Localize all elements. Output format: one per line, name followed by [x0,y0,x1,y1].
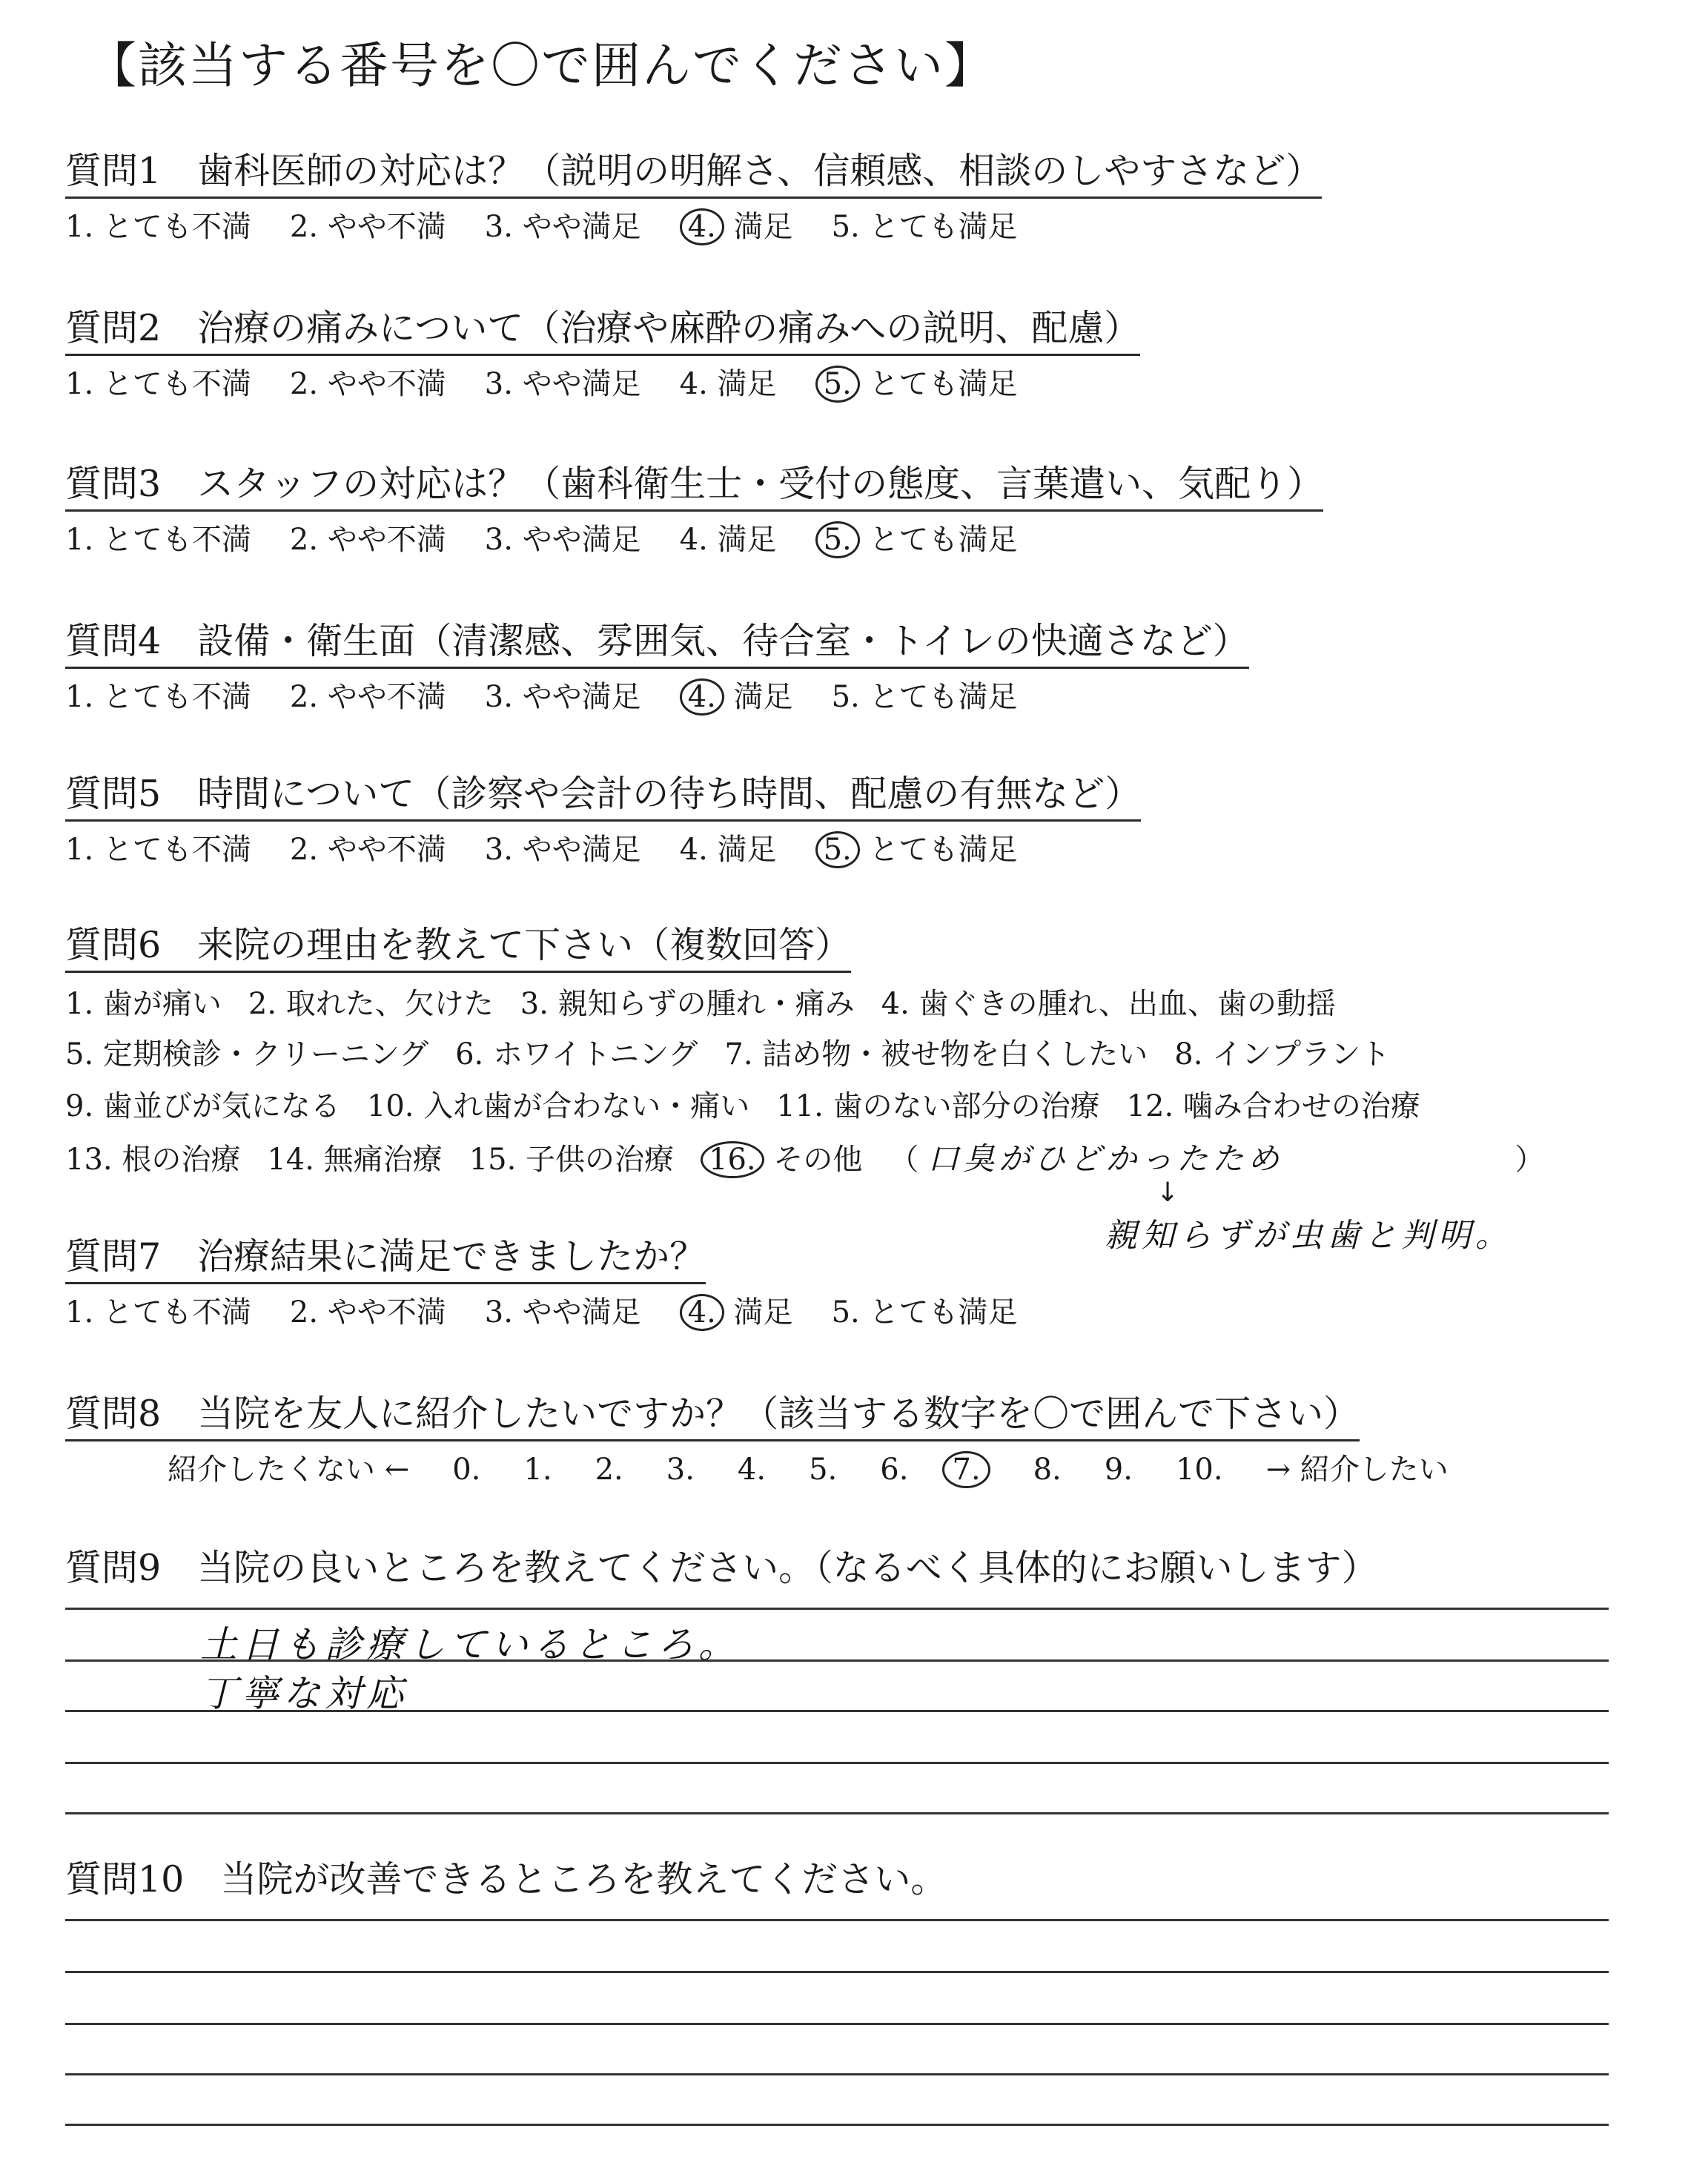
scale-value[interactable]: 2. [595,1453,623,1487]
option-number: 3. [484,833,513,867]
q9-handwritten-answer-1: 土日も診療しているところ。 [200,1623,740,1666]
option-label: 歯並びが気になる [93,1089,340,1123]
option-number: 3. [484,1295,513,1330]
scale-value[interactable]: 6. [880,1453,909,1487]
option-number: 11. [776,1089,824,1123]
option[interactable] [65,212,251,242]
option-number: 5. [831,680,860,714]
option[interactable] [1174,1037,1391,1071]
option-number: 2. [289,680,319,714]
option-label: とても満足 [859,1295,1018,1330]
page-title: 【該当する番号を〇で囲んでください】 [87,37,995,94]
option-label: やや不満 [318,1295,446,1330]
question-3-options [65,525,1056,555]
option[interactable] [485,682,641,712]
question-10-label: 質問10 当院が改善できるところを教えてください。 [65,1858,947,1900]
scale-value[interactable]: 3. [666,1453,695,1487]
option-number: 5. [815,521,860,558]
option-label: とても不満 [93,833,251,867]
option[interactable] [65,1145,240,1175]
option-label: とても満足 [859,367,1018,401]
q8-right-text: → 紹介したい [1265,1453,1449,1487]
option-label: やや満足 [512,680,641,714]
option-number: 1. [65,833,94,867]
option-selected[interactable] [680,682,793,712]
option[interactable] [290,835,446,865]
question-3-label: 質問3 スタッフの対応は？（歯科衛生士・受付の態度、言葉遣い、気配り） [65,466,1323,512]
question-2-options [65,369,1056,399]
option-number: 2. [289,367,319,401]
option-number: 2. [289,210,319,244]
option[interactable] [65,369,251,399]
option[interactable] [831,1295,1018,1330]
answer-line [65,1971,1609,1973]
question-5-options [65,835,1056,865]
handwritten-arrow: ↓ [1156,1178,1179,1208]
option-number: 1. [65,523,94,557]
option-number: 5. [831,210,860,244]
option-number: 9. [65,1089,94,1123]
other-open-paren: （ [889,1143,919,1177]
question-8-scale [168,1453,1449,1487]
option[interactable] [367,1091,749,1121]
option-number: 1. [65,367,94,401]
option-number: 5. [815,831,860,868]
option[interactable] [724,1037,1148,1071]
option-label: 満足 [707,367,777,401]
option-label: やや満足 [512,210,641,244]
option-label: とても不満 [93,1295,251,1330]
question-1-options [65,212,1056,242]
option-number: 3. [484,523,513,557]
question-6-label: 質問6 来院の理由を教えて下さい（複数回答） [65,927,851,973]
option-label: とても不満 [93,367,251,401]
option-label: 無痛治療 [314,1143,443,1177]
option-label: やや満足 [512,523,641,557]
scale-value[interactable]: 1. [523,1453,552,1487]
other-close-paren: ） [1515,1143,1545,1177]
scale-value-selected[interactable]: 7. [942,1451,990,1488]
question-6-row-2 [65,1037,1417,1071]
option-number: 4. [679,523,708,557]
option-number: 3. [484,680,513,714]
option-label: 歯ぐきの腫れ、出血、歯の動揺 [909,987,1336,1021]
option-label: 噛み合わせの治療 [1174,1089,1420,1123]
option-number: 15. [469,1143,517,1177]
question-8-label: 質問8 当院を友人に紹介したいですか？（該当する数字を〇で囲んで下さい） [65,1396,1360,1441]
option[interactable] [290,369,446,399]
scale-value[interactable]: 9. [1104,1453,1133,1487]
question-7-options [65,1295,1056,1330]
option-label: 満足 [707,523,777,557]
option[interactable] [680,369,777,399]
option-label: 定期検診・クリーニング [93,1037,429,1071]
answer-line [65,2073,1609,2075]
question-2-label: 質問2 治療の痛みについて（治療や麻酔の痛みへの説明、配慮） [65,310,1140,356]
question-5-label: 質問5 時間について（診察や会計の待ち時間、配慮の有無など） [65,776,1141,822]
answer-line [65,1762,1609,1764]
option[interactable] [520,989,855,1019]
option-number: 5. [831,1295,860,1330]
q8-left-text: 紹介したくない ← [168,1453,410,1487]
option-label: とても不満 [93,210,251,244]
answer-line [65,1659,1609,1662]
option-label: インプラント [1202,1037,1391,1071]
option-number: 2. [289,1295,319,1330]
scale-value[interactable]: 4. [737,1453,767,1487]
option[interactable] [485,369,641,399]
option-label: やや不満 [318,680,446,714]
option-label: とても満足 [859,680,1018,714]
option[interactable] [1127,1091,1420,1121]
option[interactable] [832,212,1018,242]
option-label: 根の治療 [112,1143,241,1177]
option[interactable] [290,212,446,242]
option-number: 14. [267,1143,314,1177]
option-label: とても満足 [859,210,1018,244]
option-label: とても不満 [93,680,251,714]
option-number: 4. [679,833,708,867]
option-number: 2. [289,833,319,867]
option[interactable] [65,1037,429,1071]
option-label: 満足 [724,1295,793,1330]
option-number: 4. [680,208,724,245]
option[interactable] [65,1295,251,1330]
option[interactable] [485,212,641,242]
answer-line [65,2023,1609,2025]
option-label: 満足 [724,210,793,244]
option-number: 4. [680,678,724,716]
scale-value[interactable]: 0. [452,1453,481,1487]
option-number: 3. [484,210,513,244]
option-label: ホワイトニング [483,1037,698,1071]
answer-line [65,1919,1609,1921]
answer-line [65,1608,1609,1610]
option-number: 4. [680,1294,724,1331]
question-4-label: 質問4 設備・衛生面（清潔感、雰囲気、待合室・トイレの快適さなど） [65,623,1249,669]
option-label: 歯のない部分の治療 [823,1089,1100,1123]
option-number: 3. [484,367,513,401]
option-label: とても不満 [93,523,251,557]
option[interactable] [832,682,1018,712]
scale-value[interactable]: 8. [1033,1453,1062,1487]
option-label: 満足 [724,680,793,714]
option[interactable] [248,989,494,1019]
option-label: その他 [764,1143,863,1177]
option-label: 歯が痛い [93,987,222,1021]
option-number: 4. [679,367,708,401]
question-9-label: 質問9 当院の良いところを教えてください。（なるべく具体的にお願いします） [65,1547,1378,1589]
option[interactable] [469,1145,674,1175]
option-number: 1. [65,210,94,244]
option-selected[interactable] [815,525,1018,555]
option[interactable] [290,682,446,712]
answer-line [65,2124,1609,2126]
option-selected[interactable] [680,212,793,242]
option-label: 子供の治療 [516,1143,675,1177]
option-label: 満足 [707,833,777,867]
question-6-row-1 [65,989,1363,1019]
option-number: 10. [366,1089,414,1123]
option-selected[interactable] [701,1145,862,1175]
option[interactable] [65,525,251,555]
option-label: やや満足 [512,1295,641,1330]
option-label: やや不満 [318,367,446,401]
option-label: やや満足 [512,833,641,867]
option-label: 取れた、欠けた [277,987,494,1021]
option-label: やや不満 [318,833,446,867]
option-number: 8. [1174,1037,1203,1071]
question-6-row-3 [65,1091,1447,1121]
option-label: とても満足 [859,833,1018,867]
option[interactable] [267,1145,442,1175]
q9-handwritten-answer-2: 丁寧な対応 [200,1672,408,1715]
option[interactable] [65,682,251,712]
option[interactable] [455,1037,698,1071]
option[interactable] [65,1091,340,1121]
option[interactable] [485,835,641,865]
option-selected[interactable] [680,1295,793,1330]
option-label: やや満足 [512,367,641,401]
option-number: 1. [65,680,94,714]
option-number: 3. [520,987,549,1021]
option-number: 2. [289,523,319,557]
option-number: 1. [65,1295,94,1330]
handwritten-other-detail: 親知らずが虫歯と判明。 [1105,1217,1512,1255]
option-number: 13. [65,1143,113,1177]
question-6-row-4 [65,1140,1545,1177]
option[interactable] [485,525,641,555]
option-number: 4. [881,987,910,1021]
option-number: 16. [701,1141,764,1178]
option[interactable] [65,835,251,865]
option-number: 1. [65,987,94,1021]
option[interactable] [680,835,777,865]
option-label: やや不満 [318,523,446,557]
scale-value[interactable]: 5. [809,1453,838,1487]
option-label: 詰め物・被せ物を白くしたい [752,1037,1148,1071]
option-number: 5. [815,366,860,403]
option-label: とても満足 [859,523,1018,557]
option-selected[interactable] [815,369,1018,399]
option-label: やや不満 [318,210,446,244]
option[interactable] [680,525,777,555]
question-1-label: 質問1 歯科医師の対応は？（説明の明解さ、信頼感、相談のしやすさなど） [65,153,1322,199]
option-number: 12. [1126,1089,1174,1123]
handwritten-other-reason: 口臭がひどかったため [927,1140,1284,1177]
option-label: 親知らずの腫れ・痛み [548,987,855,1021]
option-number: 6. [455,1037,484,1071]
option[interactable] [881,989,1336,1019]
option[interactable] [290,525,446,555]
option-label: 入れ歯が合わない・痛い [414,1089,750,1123]
option[interactable] [484,1295,641,1330]
question-4-options [65,682,1056,712]
option-number: 2. [248,987,277,1021]
option-selected[interactable] [815,835,1018,865]
option-number: 5. [65,1037,94,1071]
scale-value[interactable]: 10. [1175,1453,1223,1487]
option-number: 7. [724,1037,753,1071]
question-7-label: 質問7 治療結果に満足できましたか？ [65,1238,706,1284]
option[interactable] [289,1295,446,1330]
answer-line [65,1812,1609,1814]
option[interactable] [776,1091,1099,1121]
option[interactable] [65,989,222,1019]
answer-line [65,1710,1609,1712]
